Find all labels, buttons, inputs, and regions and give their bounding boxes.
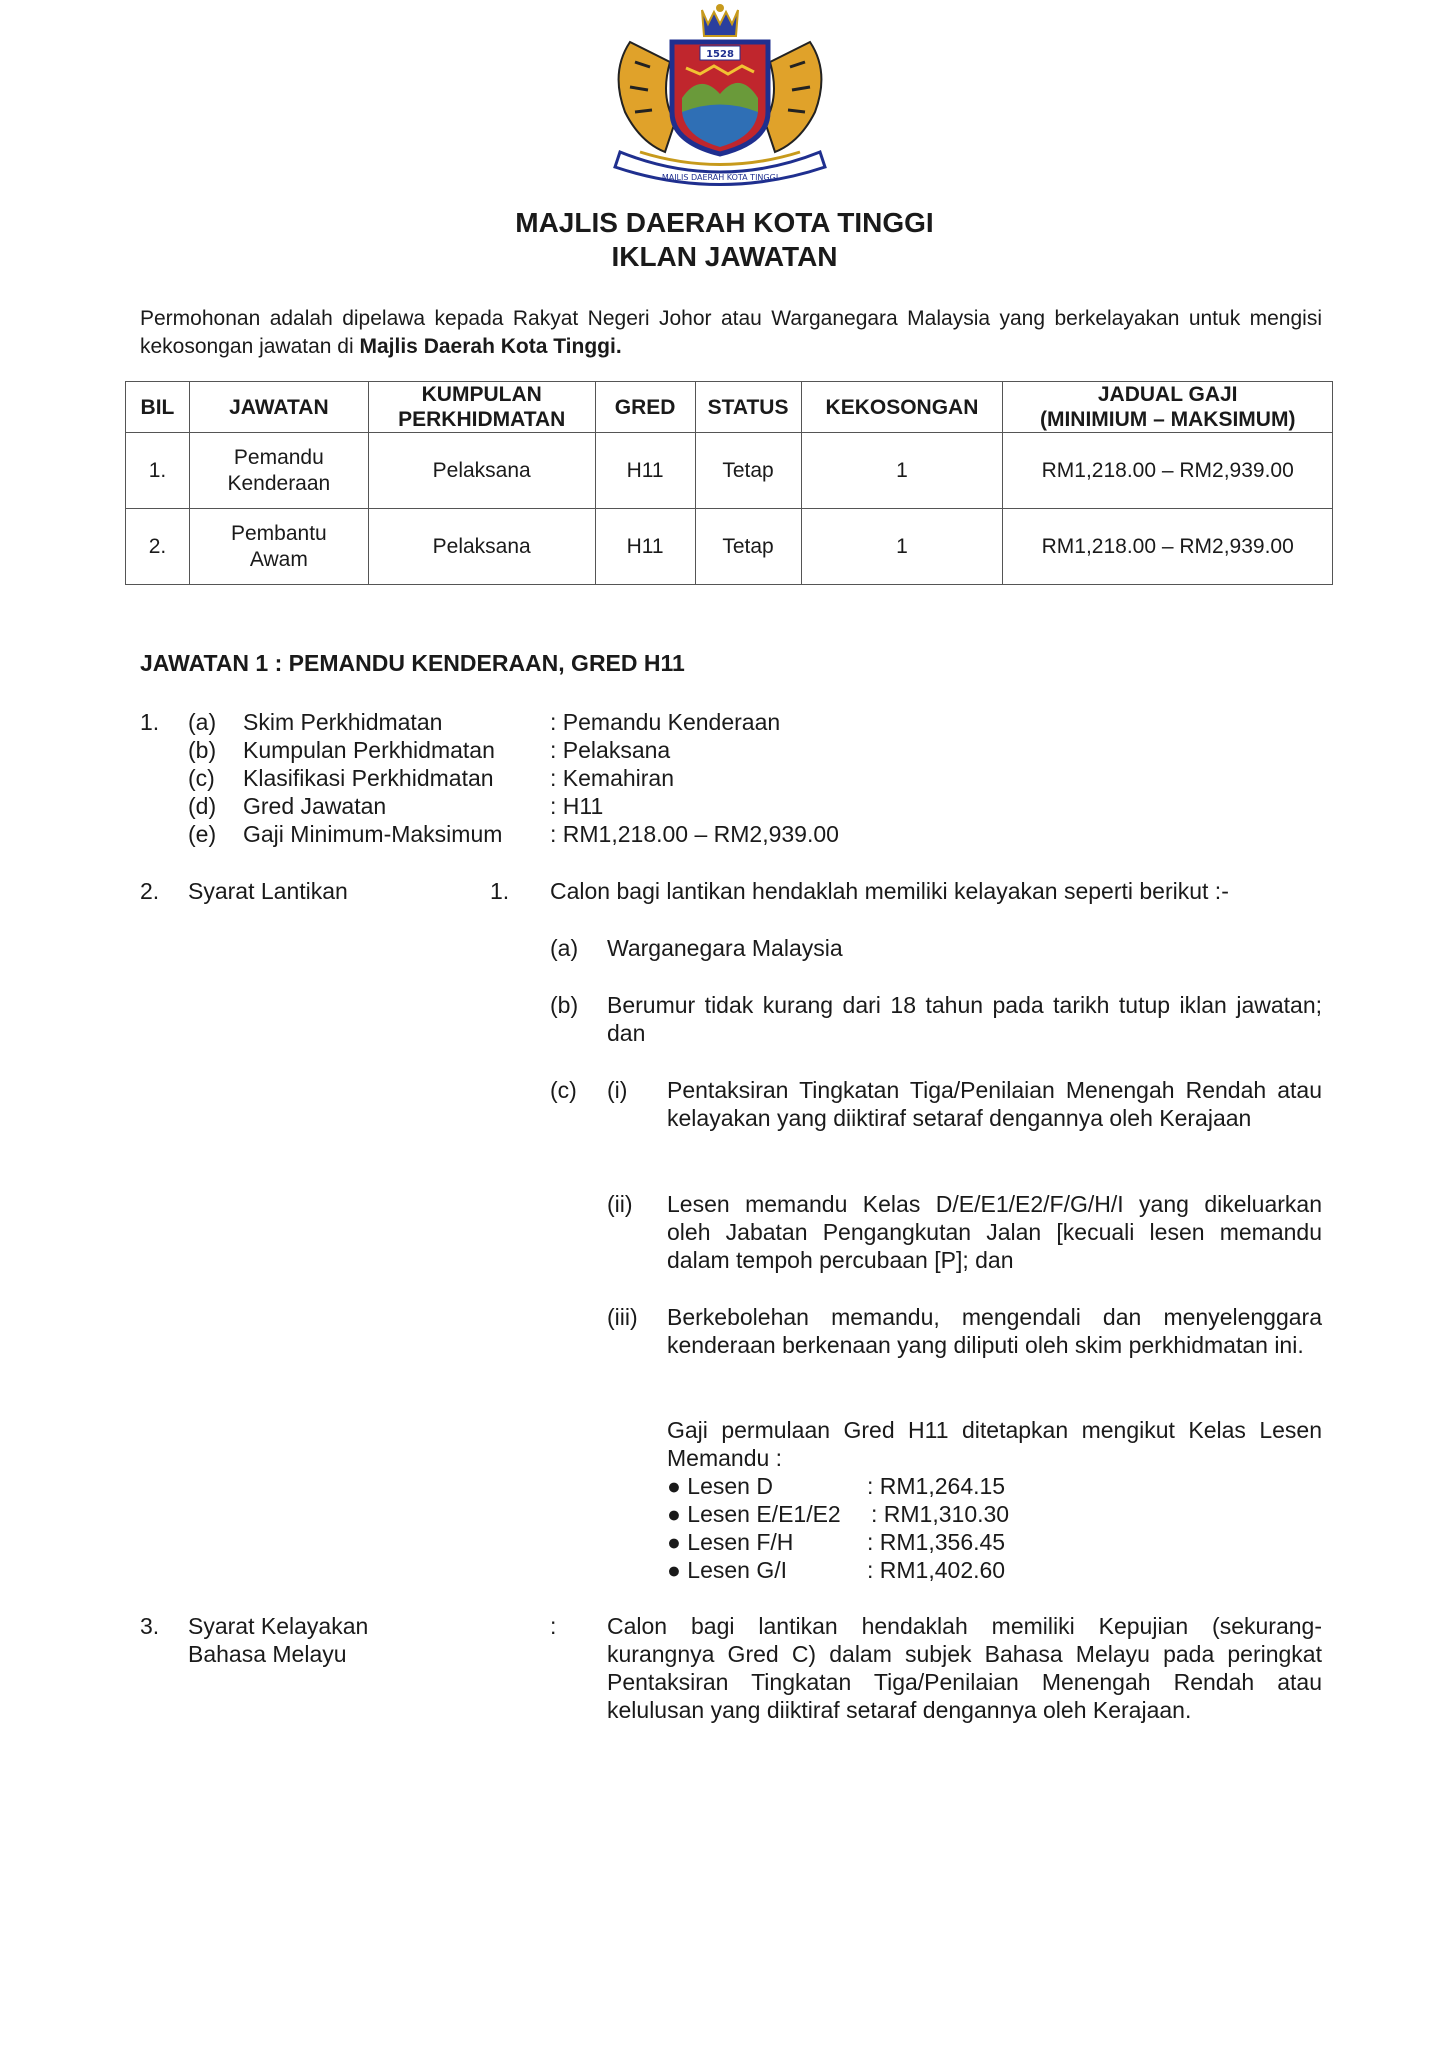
cell-status: Tetap xyxy=(695,433,801,509)
lesen-label: ● Lesen G/I xyxy=(667,1557,788,1583)
col-header-status: STATUS xyxy=(695,382,801,433)
syarat-c-letter: (c) xyxy=(550,1077,577,1103)
item-label: Kumpulan Perkhidmatan xyxy=(243,737,495,763)
item-label: Gaji Minimum-Maksimum xyxy=(243,821,503,847)
item-value: : Pelaksana xyxy=(550,737,671,763)
intro-paragraph xyxy=(140,305,1322,361)
syarat-c-ii-text: Lesen memandu Kelas D/E/E1/E2/F/G/H/I yang dikeluarkan oleh Jabatan Pengangkutan Jalan [kecuali lesen memandu dalam tempoh percubaan [P]; dan xyxy=(667,1191,1322,1273)
bahasa-colon: : xyxy=(550,1613,557,1639)
syarat-c-i-text: Pentaksiran Tingkatan Tiga/Penilaian Menengah Rendah atau kelayakan yang diiktiraf setaraf dengannya oleh Kerajaan xyxy=(667,1077,1322,1131)
col-header-kumpulan xyxy=(368,382,595,433)
syarat-label: Syarat Lantikan xyxy=(188,878,348,904)
intro-text: Permohonan adalah dipelawa kepada Rakyat Negeri Johor atau Warganegara Malaysia yang berkelayakan untuk mengisi kekosongan jawatan di xyxy=(140,307,1322,358)
cell-kekosongan: 1 xyxy=(801,509,1003,585)
col-header-kekosongan: KEKOSONGAN xyxy=(801,382,1003,433)
syarat-a-letter: (a) xyxy=(550,935,579,961)
syarat-b-text: Berumur tidak kurang dari 18 tahun pada tarikh tutup iklan jawatan; dan xyxy=(607,992,1322,1046)
col-header-gaji-line2: (MINIMIUM – MAKSIMUM) xyxy=(1039,408,1296,431)
lesen-value: : RM1,402.60 xyxy=(867,1557,1006,1583)
cell-status: Tetap xyxy=(695,509,801,585)
vacancy-table xyxy=(125,381,1333,585)
col-header-kumpulan-line1: KUMPULAN xyxy=(421,383,542,406)
cell-bil: 2. xyxy=(126,509,190,585)
lesen-label: ● Lesen E/E1/E2 xyxy=(667,1501,841,1527)
section-heading: JAWATAN 1 : PEMANDU KENDERAAN, GRED H11 xyxy=(140,650,685,676)
lesen-value: : RM1,264.15 xyxy=(867,1473,1006,1499)
item-letter: (e) xyxy=(188,821,217,847)
col-header-jawatan: JAWATAN xyxy=(189,382,368,433)
syarat-a-text: Warganegara Malaysia xyxy=(607,935,843,961)
col-header-gaji-line1: JADUAL GAJI xyxy=(1097,383,1238,406)
item-value: : RM1,218.00 – RM2,939.00 xyxy=(550,821,839,847)
cell-jawatan-line1: Pemandu xyxy=(233,445,324,469)
syarat-sub-number: 1. xyxy=(490,878,510,904)
page-title: MAJLIS DAERAH KOTA TINGGI xyxy=(515,207,934,238)
syarat-c-ii-number: (ii) xyxy=(607,1191,633,1217)
lesen-value: : RM1,356.45 xyxy=(867,1529,1006,1555)
item-value: : Pemandu Kenderaan xyxy=(550,709,781,735)
item-letter: (c) xyxy=(188,765,215,791)
table-row xyxy=(126,433,1333,509)
cell-gaji: RM1,218.00 – RM2,939.00 xyxy=(1003,433,1333,509)
table-row xyxy=(126,509,1333,585)
syarat-b-letter: (b) xyxy=(550,992,579,1018)
svg-text:MAJLIS DAERAH KOTA TINGGI: MAJLIS DAERAH KOTA TINGGI xyxy=(661,173,779,182)
cell-bil: 1. xyxy=(126,433,190,509)
svg-text:1528: 1528 xyxy=(706,49,734,60)
cell-jawatan-line2: Awam xyxy=(249,547,308,571)
col-header-gred: GRED xyxy=(595,382,695,433)
item-label: Gred Jawatan xyxy=(243,793,387,819)
syarat-number: 2. xyxy=(140,878,160,904)
item-value: : Kemahiran xyxy=(550,765,675,791)
crest-logo xyxy=(590,2,850,187)
bahasa-label-line1: Syarat Kelayakan xyxy=(188,1613,369,1639)
section1-number: 1. xyxy=(140,709,160,735)
item-label: Skim Perkhidmatan xyxy=(243,709,443,735)
item-letter: (d) xyxy=(188,793,217,819)
item-value: : H11 xyxy=(550,793,604,819)
cell-kekosongan: 1 xyxy=(801,433,1003,509)
lesen-value: : RM1,310.30 xyxy=(871,1501,1010,1527)
page-subtitle: IKLAN JAWATAN xyxy=(611,241,838,272)
table-header-row xyxy=(126,382,1333,433)
item-letter: (a) xyxy=(188,709,217,735)
cell-gaji: RM1,218.00 – RM2,939.00 xyxy=(1003,509,1333,585)
cell-jawatan-line2: Kenderaan xyxy=(227,471,331,495)
syarat-intro: Calon bagi lantikan hendaklah memiliki kelayakan seperti berikut :- xyxy=(550,878,1229,904)
cell-gred: H11 xyxy=(595,433,695,509)
lesen-label: ● Lesen F/H xyxy=(667,1529,794,1555)
bahasa-text: Calon bagi lantikan hendaklah memiliki Kepujian (sekurang-kurangnya Gred C) dalam subjek Bahasa Melayu pada peringkat Pentaksiran Tingkatan Tiga/Penilaian Menengah Rendah atau kelulusan yang diiktiraf setaraf dengannya oleh Kerajaan. xyxy=(607,1613,1322,1723)
lesen-label: ● Lesen D xyxy=(667,1473,773,1499)
intro-bold-text: Majlis Daerah Kota Tinggi. xyxy=(359,335,622,358)
bahasa-number: 3. xyxy=(140,1613,160,1639)
cell-jawatan-line1: Pembantu xyxy=(230,521,327,545)
cell-kumpulan: Pelaksana xyxy=(368,509,595,585)
item-label: Klasifikasi Perkhidmatan xyxy=(243,765,494,791)
cell-jawatan xyxy=(189,433,368,509)
syarat-c-iii-number: (iii) xyxy=(607,1304,638,1330)
gaji-permulaan-note: Gaji permulaan Gred H11 ditetapkan mengikut Kelas Lesen Memandu : xyxy=(667,1417,1322,1471)
syarat-c-iii-text: Berkebolehan memandu, mengendali dan menyelenggara kenderaan berkenaan yang diliputi oleh skim perkhidmatan ini. xyxy=(667,1304,1322,1358)
col-header-gaji xyxy=(1003,382,1333,433)
bahasa-label-line2: Bahasa Melayu xyxy=(188,1641,347,1667)
item-letter: (b) xyxy=(188,737,217,763)
cell-kumpulan: Pelaksana xyxy=(368,433,595,509)
cell-jawatan xyxy=(189,509,368,585)
col-header-kumpulan-line2: PERKHIDMATAN xyxy=(398,408,566,431)
syarat-c-i-number: (i) xyxy=(607,1077,628,1103)
col-header-bil: BIL xyxy=(126,382,190,433)
cell-gred: H11 xyxy=(595,509,695,585)
